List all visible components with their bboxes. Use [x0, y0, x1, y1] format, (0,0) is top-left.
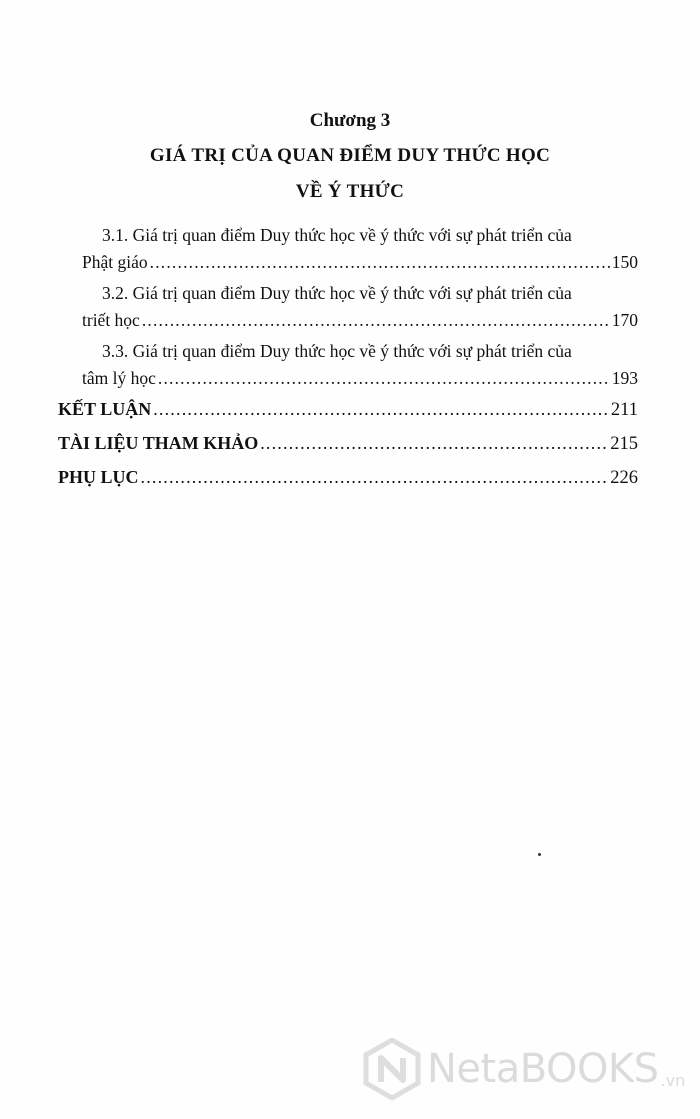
toc-entry-phu-luc-page: 226 — [610, 468, 638, 488]
toc-section-3-2-leader — [82, 307, 638, 334]
netabooks-watermark — [363, 1038, 685, 1100]
toc-section-3-2 — [82, 280, 638, 334]
toc-section-3-1-page: 150 — [611, 252, 638, 272]
table-of-contents — [82, 222, 638, 396]
dot-leader — [141, 463, 609, 491]
dot-leader — [158, 365, 610, 392]
toc-section-3-1-leader — [82, 249, 638, 276]
chapter-title-line-1: GIÁ TRỊ CỦA QUAN ĐIỂM DUY THỨC HỌC — [149, 145, 551, 166]
watermark-suffix: .vn — [660, 1071, 686, 1090]
toc-entry-ket-luan-page: 211 — [610, 400, 638, 420]
toc-section-3-2-title: 3.2. Giá trị quan điểm Duy thức học về ý thức với sự phát triển của — [102, 283, 572, 303]
toc-section-3-1-title: 3.1. Giá trị quan điểm Duy thức học về ý thức với sự phát triển của — [102, 225, 572, 245]
table-of-contents-main — [58, 393, 638, 497]
toc-entry-phu-luc-label: PHỤ LỤC — [58, 467, 139, 487]
ink-speck — [538, 853, 541, 856]
toc-section-3-3-title-cont: tâm lý học — [82, 368, 156, 388]
dot-leader — [260, 429, 608, 457]
toc-entry-phu-luc — [58, 463, 638, 492]
toc-entry-tai-lieu-tham-khao-label: TÀI LIỆU THAM KHẢO — [58, 433, 259, 453]
dot-leader — [150, 249, 610, 276]
toc-section-3-3 — [82, 338, 638, 392]
toc-entry-tai-lieu-tham-khao — [58, 429, 638, 458]
toc-entry-tai-lieu-tham-khao-page: 215 — [610, 434, 638, 454]
toc-section-3-2-page: 170 — [611, 310, 638, 330]
toc-entry-ket-luan-label: KẾT LUẬN — [58, 399, 152, 419]
toc-section-3-1 — [82, 222, 638, 276]
chapter-title-line-2: VỀ Ý THỨC — [295, 181, 405, 202]
dot-leader — [153, 395, 609, 423]
toc-section-3-2-title-cont: triết học — [82, 310, 140, 330]
toc-section-3-3-title: 3.3. Giá trị quan điểm Duy thức học về ý thức với sự phát triển của — [102, 341, 572, 361]
chapter-label: Chương 3 — [309, 110, 391, 131]
dot-leader — [142, 307, 610, 334]
watermark-brand: NetaBOOKS — [427, 1046, 659, 1092]
toc-entry-ket-luan — [58, 395, 638, 424]
toc-section-3-3-page: 193 — [611, 368, 638, 388]
toc-section-3-3-leader — [82, 365, 638, 392]
n-hexagon-logo-icon — [363, 1038, 421, 1100]
toc-section-3-1-title-cont: Phật giáo — [82, 252, 148, 272]
